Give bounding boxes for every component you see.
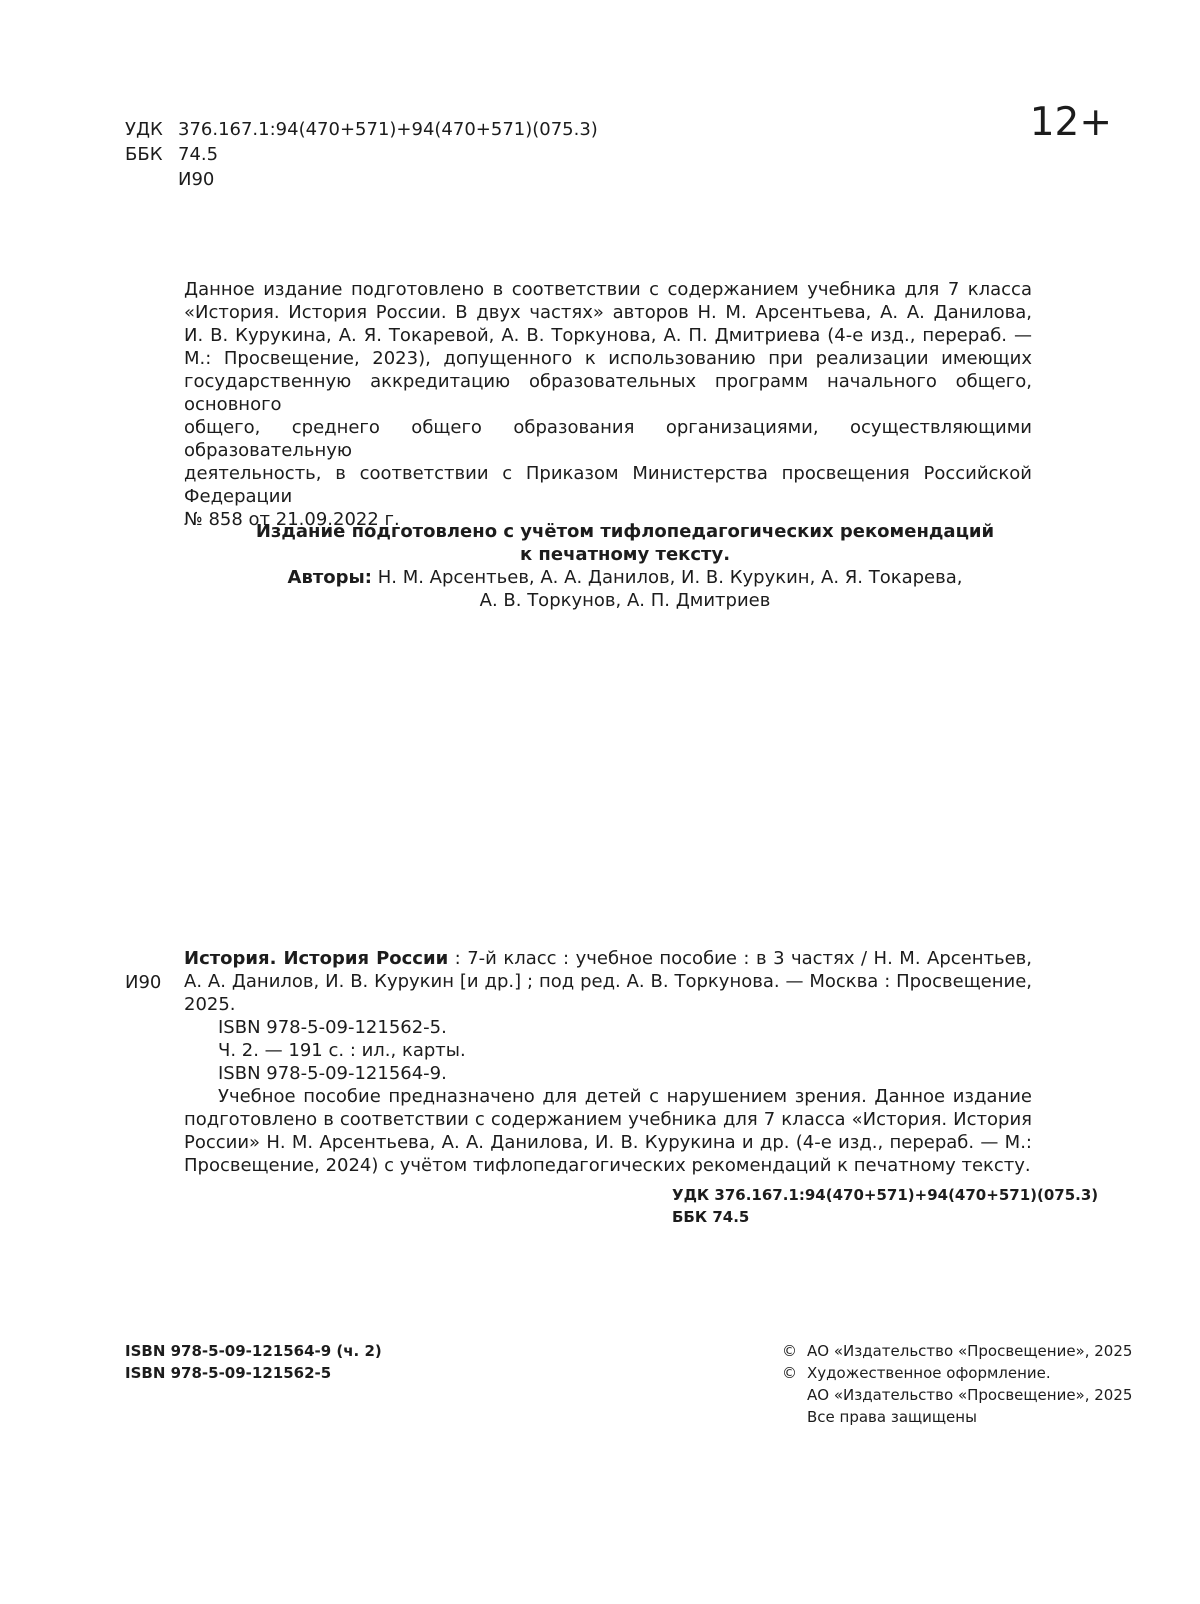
statement-line: «История. История России. В двух частях» авторов Н. М. Арсентьева, А. А. Данилова, — [184, 302, 1032, 323]
record-bbk: ББК 74.5 — [672, 1208, 750, 1226]
bibliography-index: И90 — [125, 972, 162, 993]
copyright-row-4 — [782, 1406, 1132, 1428]
author-sign-row — [125, 167, 598, 192]
copyright-row-2 — [782, 1362, 1132, 1384]
biblio-part: Ч. 2. — 191 с. : ил., карты. — [218, 1040, 466, 1061]
biblio-line2: А. А. Данилов, И. В. Курукин [и др.] ; под ред. А. В. Торкунова. — Москва : Просвещение, — [184, 971, 1032, 992]
authors-line1 — [0, 566, 1200, 589]
authors-line2: А. В. Торкунов, А. П. Дмитриев — [479, 590, 771, 611]
record-classification — [672, 1184, 1098, 1228]
tiflo-heading-line2: к печатному тексту. — [519, 544, 731, 565]
isbn-footer — [125, 1340, 382, 1384]
authors-names-1: Н. М. Арсентьев, А. А. Данилов, И. В. Курукин, А. Я. Токарева, — [372, 567, 963, 588]
udk-value: 376.167.1:94(470+571)+94(470+571)(075.3) — [178, 119, 598, 140]
bbk-value: 74.5 — [178, 144, 219, 165]
biblio-line1: История. История России : 7-й класс : учебное пособие : в 3 частях / Н. М. Арсентьев, — [184, 948, 1033, 969]
annotation-line: Учебное пособие предназначено для детей с нарушением зрения. Данное издание — [218, 1086, 1032, 1107]
statement-line: деятельность, в соответствии с Приказом Министерства просвещения Российской Федерации — [184, 463, 1032, 507]
bbk-row — [125, 142, 598, 167]
biblio-isbn-all: ISBN 978-5-09-121562-5. — [218, 1017, 447, 1038]
statement-line: общего, среднего общего образования организациями, осуществляющими образовательную — [184, 417, 1032, 461]
statement-line: М.: Просвещение, 2023), допущенного к использованию при реализации имеющих — [184, 348, 1032, 369]
annotation-line: Просвещение, 2024) с учётом тифлопедагогических рекомендаций к печатному тексту. — [184, 1155, 1031, 1176]
author-sign: И90 — [178, 169, 215, 190]
tiflo-heading-line1: Издание подготовлено с учётом тифлопедагогических рекомендаций — [255, 521, 995, 542]
copyright-row-1 — [782, 1340, 1132, 1362]
statement-line: № 858 от 21.09.2022 г. — [184, 509, 400, 530]
statement-paragraph — [184, 278, 1032, 531]
age-rating: 12+ — [1029, 100, 1112, 145]
statement-line: государственную аккредитацию образовательных программ начального общего, основного — [184, 371, 1032, 415]
biblio-isbn-part: ISBN 978-5-09-121564-9. — [218, 1063, 447, 1084]
copyright-line3: АО «Издательство «Просвещение», 2025 — [807, 1386, 1133, 1404]
copyright-line2: Художественное оформление. — [807, 1364, 1051, 1382]
copyright-line4: Все права защищены — [807, 1408, 977, 1426]
udk-label: УДК — [125, 119, 163, 140]
annotation-line: подготовлено в соответствии с содержанием учебника для 7 класса «История. История — [184, 1109, 1032, 1130]
bibliography-record — [184, 947, 1032, 1177]
isbn-footer-line: ISBN 978-5-09-121564-9 (ч. 2) — [125, 1342, 382, 1360]
copyright-icon: © — [782, 1342, 797, 1360]
annotation-line: России» Н. М. Арсентьева, А. А. Данилова, И. В. Курукина и др. (4-е изд., перераб. — М.: — [184, 1132, 1032, 1153]
copyright-row-3 — [782, 1384, 1132, 1406]
udk-row — [125, 117, 598, 142]
bbk-label: ББК — [125, 144, 163, 165]
biblio-line3: 2025. — [184, 994, 236, 1015]
copyright-line1: АО «Издательство «Просвещение», 2025 — [807, 1342, 1133, 1360]
tiflo-block — [0, 520, 1200, 612]
classification-block — [125, 117, 598, 192]
isbn-footer-line: ISBN 978-5-09-121562-5 — [125, 1364, 332, 1382]
statement-line: Данное издание подготовлено в соответствии с содержанием учебника для 7 класса — [184, 279, 1032, 300]
copyright-block — [782, 1340, 1132, 1428]
record-udk: УДК 376.167.1:94(470+571)+94(470+571)(075.3) — [672, 1186, 1099, 1204]
statement-line: И. В. Курукина, А. Я. Токаревой, А. В. Торкунова, А. П. Дмитриева (4-е изд., перераб. — — [184, 325, 1032, 346]
biblio-title: История. История России — [184, 948, 449, 969]
authors-label: Авторы: — [287, 567, 372, 588]
copyright-icon: © — [782, 1364, 797, 1382]
